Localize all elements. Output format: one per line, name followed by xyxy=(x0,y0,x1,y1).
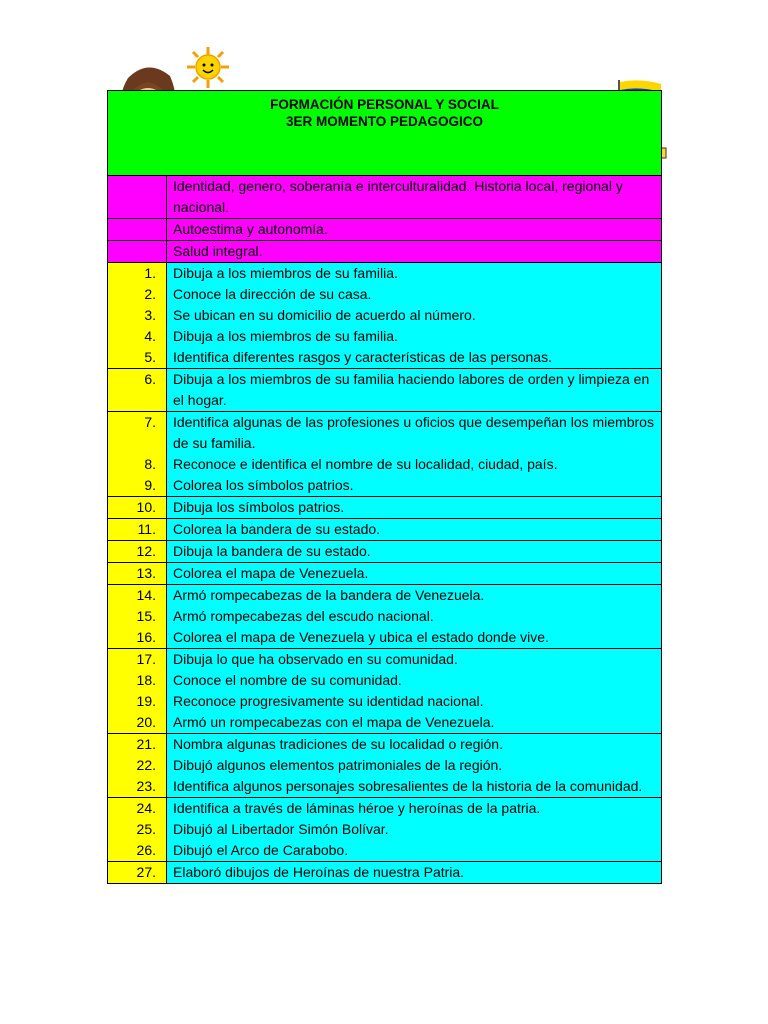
list-item xyxy=(108,475,661,497)
item-text: Identifica algunos personajes sobresalientes de la historia de la comunidad. xyxy=(167,776,661,797)
sun-icon xyxy=(183,45,233,90)
list-item xyxy=(108,563,661,585)
item-text: Dibuja la bandera de su estado. xyxy=(167,541,661,562)
item-number: 21. xyxy=(108,734,167,755)
list-item xyxy=(108,284,661,305)
list-item xyxy=(108,734,661,755)
list-item xyxy=(108,412,661,454)
list-item xyxy=(108,347,661,369)
item-number: 17. xyxy=(108,649,167,670)
page-title xyxy=(108,96,661,130)
item-number: 3. xyxy=(108,305,167,326)
item-text: Dibujó al Libertador Simón Bolívar. xyxy=(167,819,661,840)
list-item xyxy=(108,712,661,734)
topic-row xyxy=(108,176,661,219)
item-text: Dibuja a los miembros de su familia haciendo labores de orden y limpieza en el hogar. xyxy=(167,369,661,411)
list-item xyxy=(108,541,661,563)
item-number: 2. xyxy=(108,284,167,305)
item-number: 13. xyxy=(108,563,167,584)
topic-text: Salud integral. xyxy=(167,241,661,262)
item-text: Colorea el mapa de Venezuela. xyxy=(167,563,661,584)
item-number: 7. xyxy=(108,412,167,454)
item-number: 10. xyxy=(108,497,167,518)
item-number: 20. xyxy=(108,712,167,733)
topic-text: Identidad, genero, soberanía e interculturalidad. Historia local, regional y nacional. xyxy=(167,176,661,218)
item-number: 23. xyxy=(108,776,167,797)
item-text: Colorea los símbolos patrios. xyxy=(167,475,661,496)
item-text: Dibuja a los miembros de su familia. xyxy=(167,326,661,347)
list-item xyxy=(108,369,661,412)
topic-text: Autoestima y autonomía. xyxy=(167,219,661,240)
item-number: 14. xyxy=(108,585,167,606)
item-text: Dibuja los símbolos patrios. xyxy=(167,497,661,518)
list-item xyxy=(108,755,661,776)
item-number: 25. xyxy=(108,819,167,840)
item-text: Reconoce e identifica el nombre de su localidad, ciudad, país. xyxy=(167,454,661,475)
list-item xyxy=(108,819,661,840)
item-number: 26. xyxy=(108,840,167,861)
list-item xyxy=(108,585,661,606)
list-item xyxy=(108,305,661,326)
item-text: Reconoce progresivamente su identidad nacional. xyxy=(167,691,661,712)
list-item xyxy=(108,776,661,798)
item-text: Colorea el mapa de Venezuela y ubica el estado donde vive. xyxy=(167,627,661,648)
competencies-table xyxy=(107,90,662,884)
item-number: 24. xyxy=(108,798,167,819)
list-item xyxy=(108,497,661,519)
item-text: Dibujó el Arco de Carabobo. xyxy=(167,840,661,861)
item-text: Identifica a través de láminas héroe y heroínas de la patria. xyxy=(167,798,661,819)
title-line-2: 3ER MOMENTO PEDAGOGICO xyxy=(285,114,484,129)
topic-row xyxy=(108,219,661,241)
list-item xyxy=(108,670,661,691)
item-number: 8. xyxy=(108,454,167,475)
item-text: Se ubican en su domicilio de acuerdo al número. xyxy=(167,305,661,326)
list-item xyxy=(108,840,661,862)
list-item xyxy=(108,649,661,670)
list-item xyxy=(108,454,661,475)
list-item xyxy=(108,519,661,541)
item-number: 16. xyxy=(108,627,167,648)
item-text: Nombra algunas tradiciones de su localidad o región. xyxy=(167,734,661,755)
item-text: Identifica diferentes rasgos y características de las personas. xyxy=(167,347,661,368)
item-text: Dibuja lo que ha observado en su comunidad. xyxy=(167,649,661,670)
list-item xyxy=(108,691,661,712)
list-item xyxy=(108,606,661,627)
list-item xyxy=(108,798,661,819)
item-number: 15. xyxy=(108,606,167,627)
item-number: 18. xyxy=(108,670,167,691)
indicator-list xyxy=(108,263,661,884)
item-number: 19. xyxy=(108,691,167,712)
item-text: Conoce la dirección de su casa. xyxy=(167,284,661,305)
topic-row xyxy=(108,241,661,263)
item-number: 11. xyxy=(108,519,167,540)
item-number: 6. xyxy=(108,369,167,411)
table-header xyxy=(108,90,661,176)
list-item xyxy=(108,627,661,649)
list-item xyxy=(108,326,661,347)
item-text: Identifica algunas de las profesiones u oficios que desempeñan los miembros de su familia. xyxy=(167,412,661,454)
item-number: 9. xyxy=(108,475,167,496)
item-number: 4. xyxy=(108,326,167,347)
item-number: 27. xyxy=(108,862,167,883)
list-item xyxy=(108,263,661,284)
title-line-1: FORMACIÓN PERSONAL Y SOCIAL xyxy=(270,97,499,112)
item-text: Colorea la bandera de su estado. xyxy=(167,519,661,540)
item-number: 12. xyxy=(108,541,167,562)
item-text: Dibuja a los miembros de su familia. xyxy=(167,263,661,284)
item-number: 22. xyxy=(108,755,167,776)
list-item xyxy=(108,862,661,884)
item-text: Dibujó algunos elementos patrimoniales de la región. xyxy=(167,755,661,776)
item-text: Elaboró dibujos de Heroínas de nuestra Patria. xyxy=(167,862,661,883)
item-text: Armó rompecabezas del escudo nacional. xyxy=(167,606,661,627)
item-text: Conoce el nombre de su comunidad. xyxy=(167,670,661,691)
item-text: Armó rompecabezas de la bandera de Venezuela. xyxy=(167,585,661,606)
item-number: 1. xyxy=(108,263,167,284)
item-number: 5. xyxy=(108,347,167,368)
item-text: Armó un rompecabezas con el mapa de Venezuela. xyxy=(167,712,661,733)
